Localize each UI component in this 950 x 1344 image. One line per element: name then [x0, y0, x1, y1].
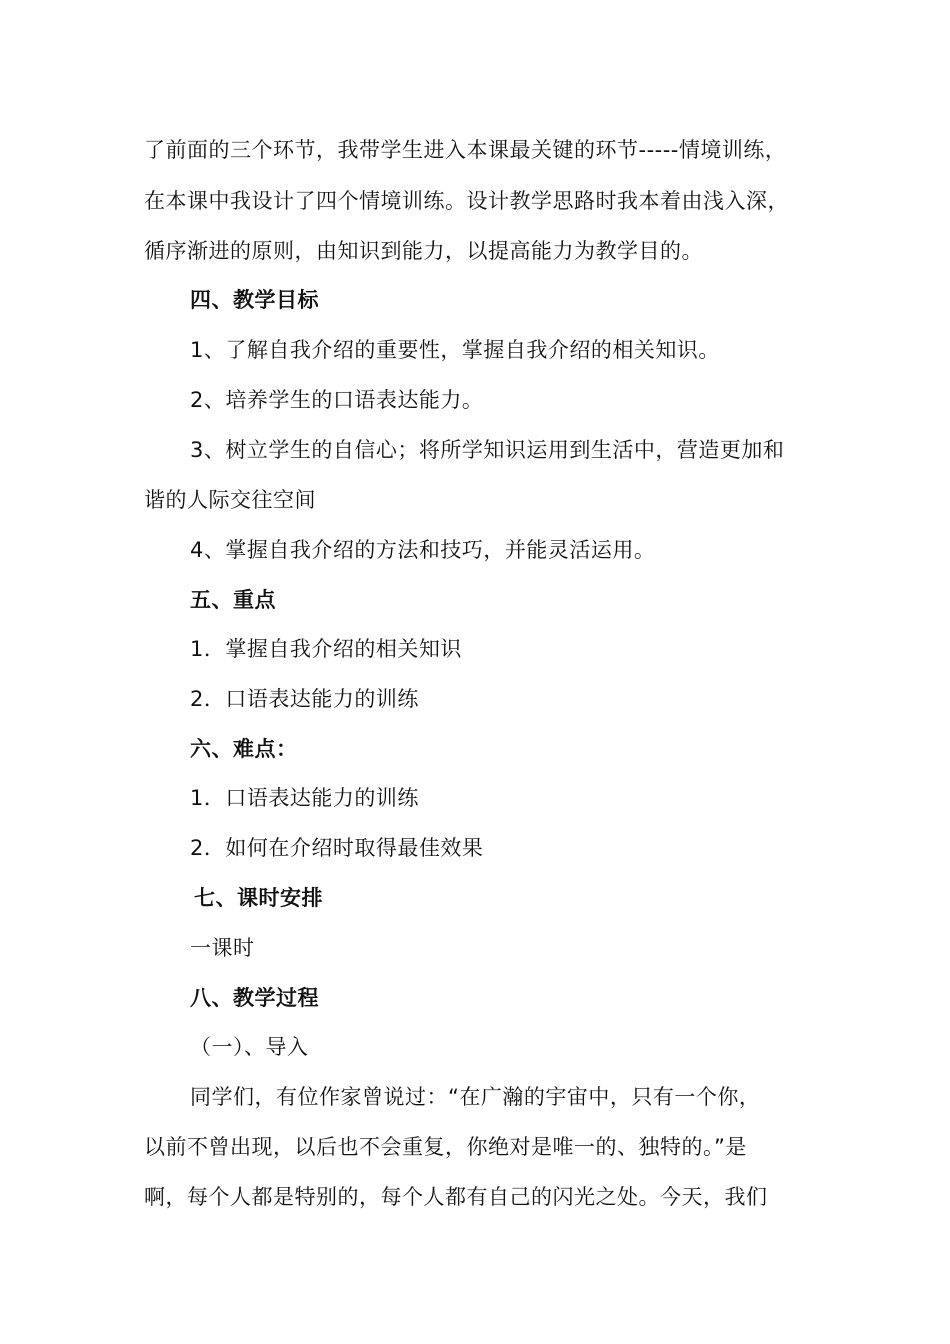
keypoint-item-1: 1．掌握自我介绍的相关知识	[190, 637, 462, 661]
schedule-heading: 七、课时安排	[194, 886, 323, 910]
schedule-value: 一课时	[190, 936, 255, 960]
keypoint-item-2: 2．口语表达能力的训练	[190, 687, 419, 711]
intro-line-3: 循序渐进的原则，由知识到能力，以提高能力为教学目的。	[144, 239, 703, 263]
difficulties-heading: 六、难点：	[190, 737, 298, 761]
goal-item-4: 4、掌握自我介绍的方法和技巧，并能灵活运用。	[190, 538, 656, 562]
keypoints-heading: 五、重点	[190, 588, 276, 612]
goal-item-2: 2、培养学生的口语表达能力。	[190, 388, 484, 412]
difficulty-item-2: 2．如何在介绍时取得最佳效果	[190, 836, 484, 860]
goals-heading: 四、教学目标	[190, 288, 319, 312]
goal-item-3-cont: 谐的人际交往空间	[144, 488, 316, 512]
intro-line-1: 了前面的三个环节，我带学生进入本课最关键的环节-----情境训练，	[144, 138, 787, 162]
process-line-3: 啊，每个人都是特别的，每个人都有自己的闪光之处。今天，我们	[144, 1185, 768, 1209]
process-heading: 八、教学过程	[190, 986, 319, 1010]
process-line-2: 以前不曾出现，以后也不会重复，你绝对是唯一的、独特的。”是	[144, 1135, 747, 1159]
process-subheading: （一）、导入	[190, 1035, 309, 1059]
process-line-1: 同学们，有位作家曾说过：“在广瀚的宇宙中，只有一个你，	[190, 1085, 761, 1109]
goal-item-3: 3、树立学生的自信心；将所学知识运用到生活中，营造更加和	[190, 438, 785, 462]
goal-item-1: 1、了解自我介绍的重要性，掌握自我介绍的相关知识。	[190, 338, 720, 362]
difficulty-item-1: 1．口语表达能力的训练	[190, 786, 419, 810]
intro-line-2: 在本课中我设计了四个情境训练。设计教学思路时我本着由浅入深，	[144, 189, 789, 213]
